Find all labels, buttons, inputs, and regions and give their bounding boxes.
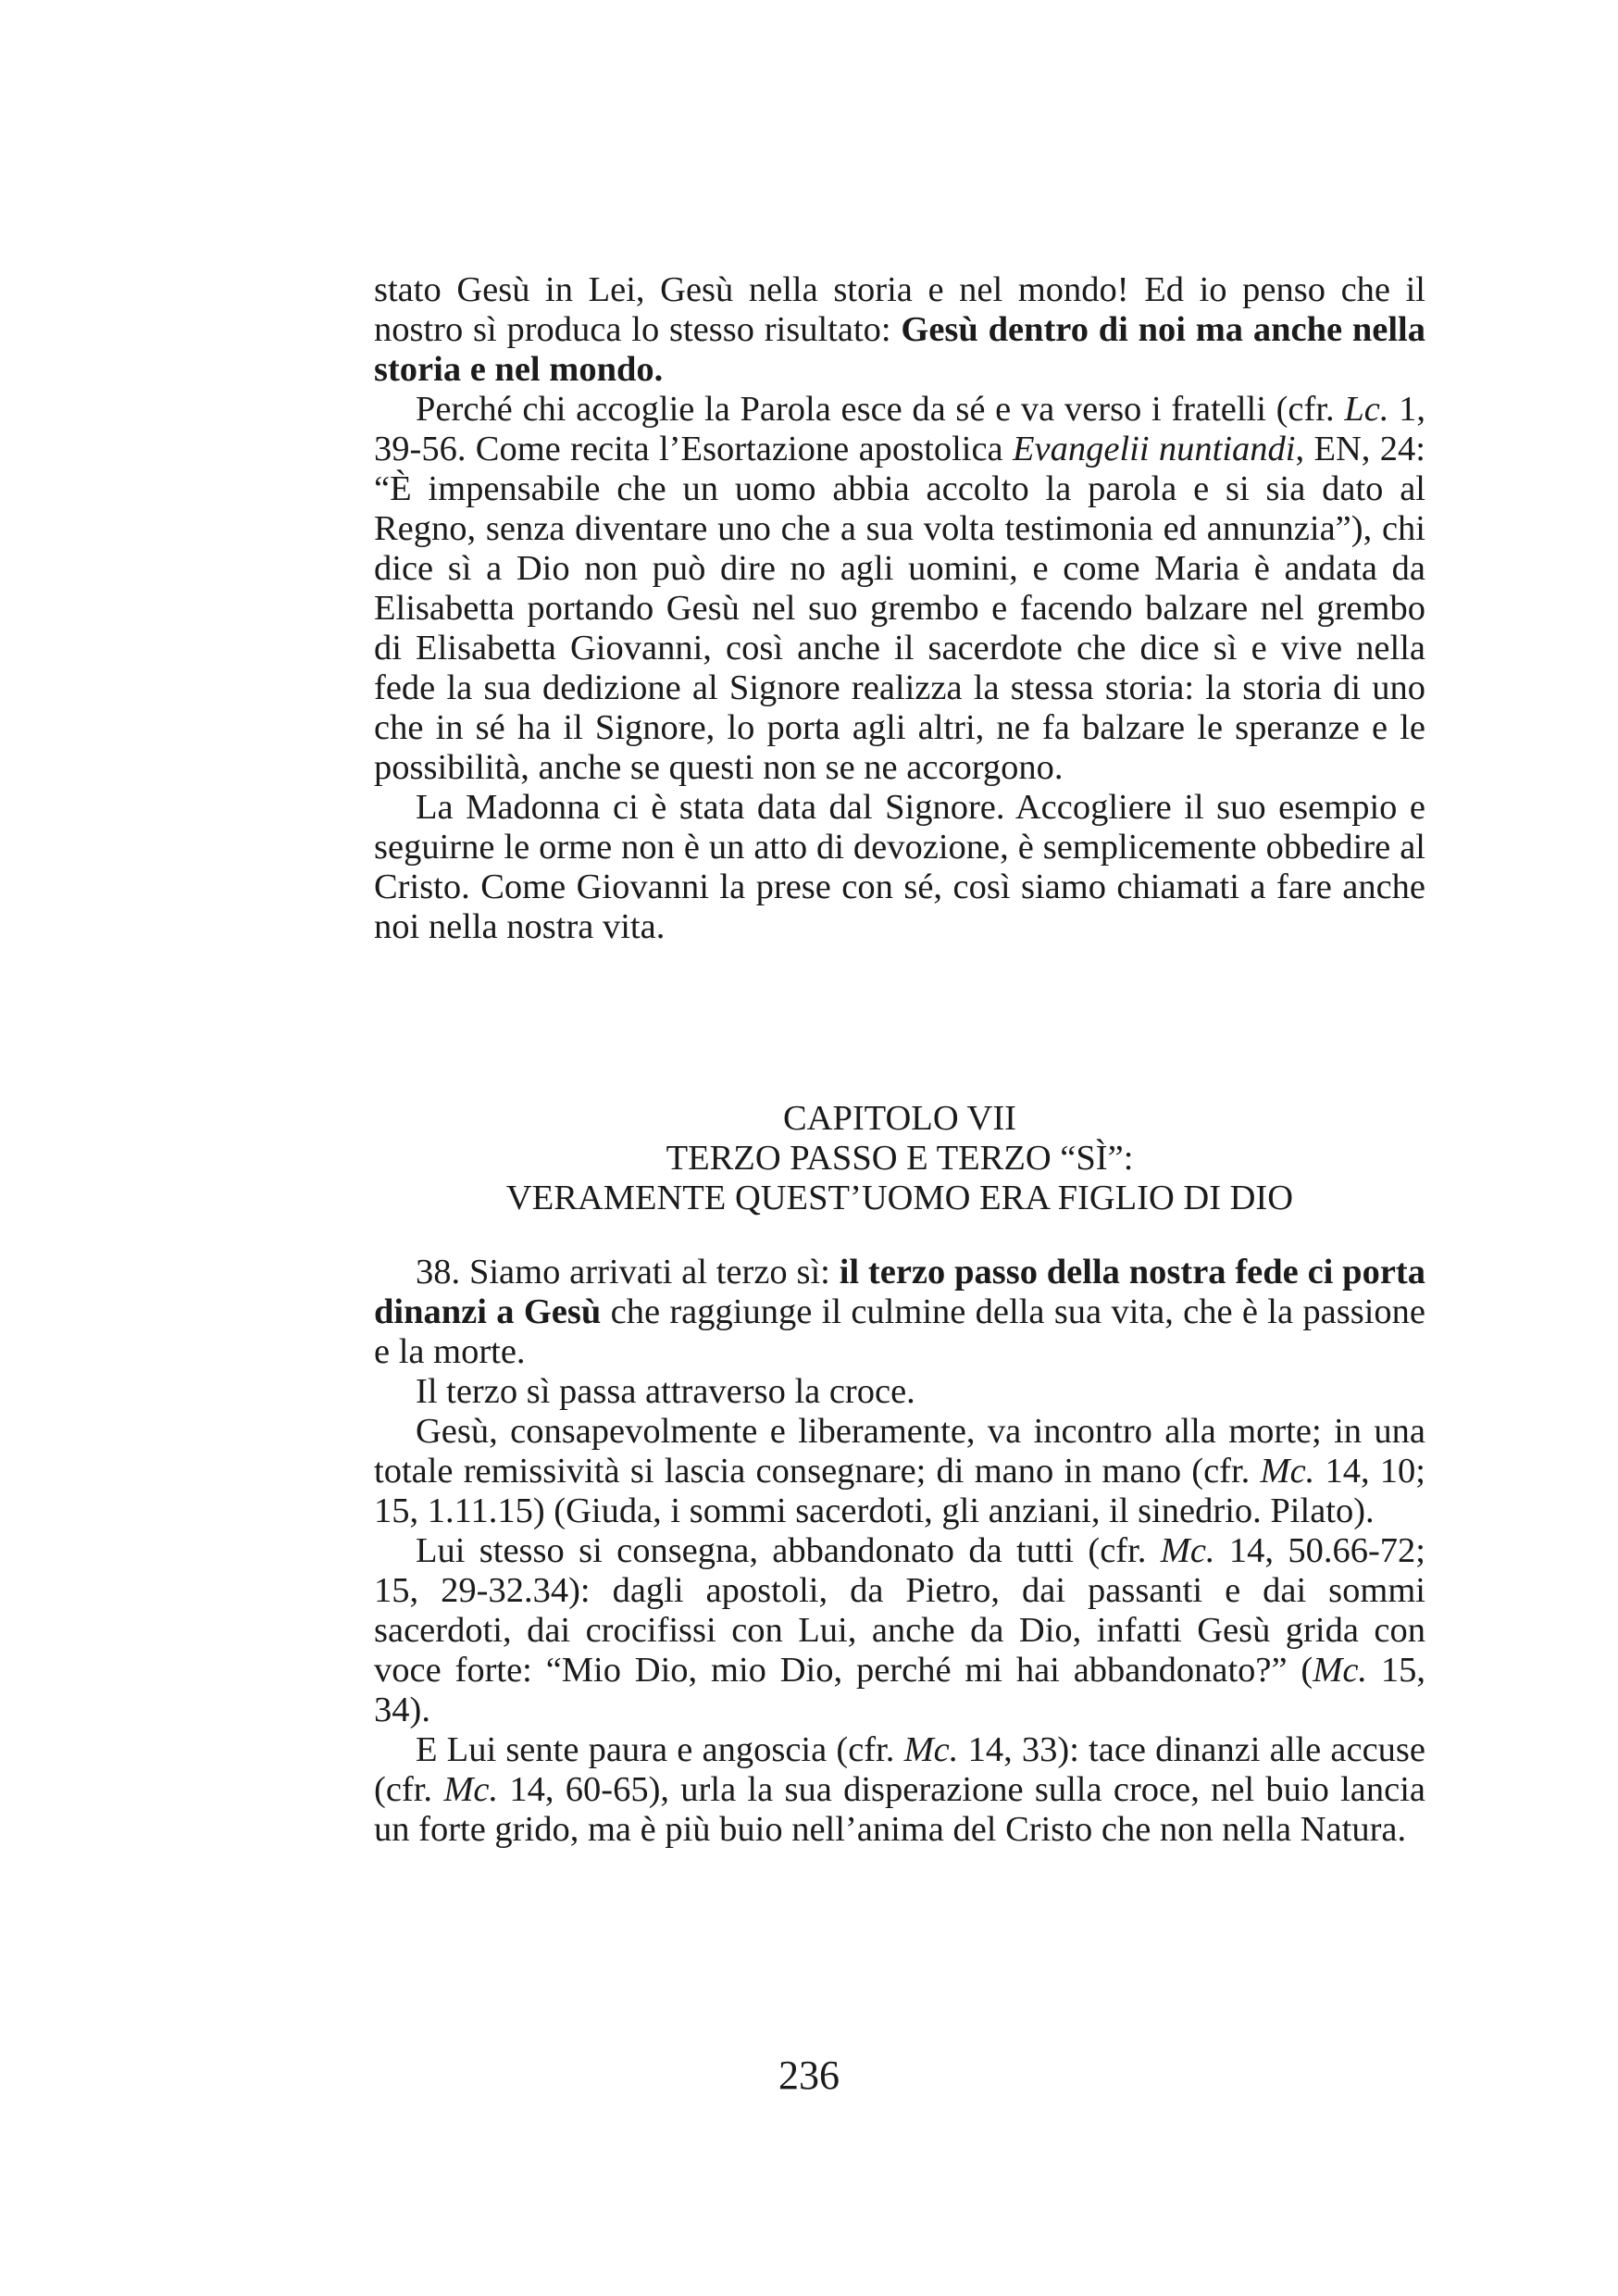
paragraph <box>374 270 1425 390</box>
bold-text-run: il terzo passo della nostra fede ci porta dinanzi a Gesù <box>374 1253 1425 1331</box>
text-run: 15, 34). <box>374 1651 1426 1729</box>
text-run: 38. Siamo arrivati al terzo sì: <box>416 1253 840 1292</box>
italic-reference: Mc. <box>443 1770 499 1809</box>
text-run: Gesù, consapevolmente e liberamente, va incontro alla morte; in una totale remissività si lascia consegnare; di mano in mano (cfr. <box>374 1412 1425 1491</box>
paragraph <box>374 1372 1425 1412</box>
italic-reference: Mc. <box>1260 1452 1315 1491</box>
paragraph <box>374 1253 1425 1372</box>
chapter-title-line-2: VERAMENTE QUEST’UOMO ERA FIGLIO DI DIO <box>505 1179 1294 1217</box>
bold-text-run: Gesù dentro di noi ma anche nella storia e nel mondo. <box>374 310 1425 389</box>
paragraph <box>374 1730 1425 1850</box>
italic-title: Evangelii nuntiandi <box>1013 430 1296 468</box>
paragraph <box>374 390 1425 788</box>
bottom-text-section <box>374 1253 1425 1850</box>
text-run: Lui stesso si consegna, abbandonato da tutti (cfr. <box>416 1531 1161 1570</box>
text-run: Il terzo sì passa attraverso la croce. <box>416 1372 915 1411</box>
text-run: 14, 10; 15, 1.11.15) (Giuda, i sommi sacerdoti, gli anziani, il sinedrio. Pilato). <box>374 1452 1425 1530</box>
text-run: 14, 50.66-72; 15, 29-32.34): dagli apostoli, da Pietro, dai passanti e dai sommi sacerdoti, dai crocifissi con Lui, anche da Dio, infatti Gesù grida con voce forte: “Mio Dio, mio Dio, perché mi hai abbandonato?” ( <box>374 1531 1425 1690</box>
text-run: La Madonna ci è stata data dal Signore. Accogliere il suo esempio e seguirne le orme non è un atto di devozione, è semplicemente obbedire al Cristo. Come Giovanni la prese con sé, così siamo chiamati a fare anche noi nella nostra vita. <box>374 788 1425 946</box>
text-run: , EN, 24: “È impensabile che un uomo abbia accolto la parola e si sia dato al Regno, senza diventare uno che a sua volta testimonia ed annunzia”), chi dice sì a Dio non può dire no agli uomini, e come Maria è andata da Elisabetta portando Gesù nel suo grembo e facendo balzare nel grembo di Elisabetta Giovanni, così anche il sacerdote che dice sì e vive nella fede la sua dedizione al Signore realizza la stessa storia: la storia di uno che in sé ha il Signore, lo porta agli altri, ne fa balzare le speranze e le possibilità, anche se questi non se ne accorgono. <box>374 430 1425 787</box>
text-run: 1, 39-56. Come recita l’Esortazione apostolica <box>374 390 1425 468</box>
paragraph <box>374 788 1425 947</box>
top-text-section <box>374 270 1425 947</box>
text-run: stato Gesù in Lei, Gesù nella storia e nel mondo! Ed io penso che il nostro sì produca lo stesso risultato: <box>374 270 1425 349</box>
italic-reference: Mc. <box>903 1730 959 1769</box>
text-run: 14, 60-65), urla la sua disperazione sulla croce, nel buio lancia un forte grido, ma è più buio nell’anima del Cristo che non nella Natura. <box>374 1770 1425 1849</box>
text-run: 14, 33): tace dinanzi alle accuse (cfr. <box>374 1730 1426 1809</box>
text-run: Perché chi accoglie la Parola esce da sé e va verso i fratelli (cfr. <box>416 390 1345 429</box>
page-number: 236 <box>778 2053 840 2098</box>
paragraph <box>374 1412 1425 1531</box>
italic-reference: Mc. <box>1313 1651 1368 1690</box>
text-run: che raggiunge il culmine della sua vita, che è la passione e la morte. <box>374 1292 1425 1371</box>
chapter-number: CAPITOLO VII <box>782 1099 1017 1138</box>
text-run: E Lui sente paura e angoscia (cfr. <box>416 1730 904 1769</box>
italic-reference: Lc. <box>1344 390 1389 429</box>
chapter-heading <box>374 1099 1425 1218</box>
chapter-title-line-1: TERZO PASSO E TERZO “SÌ”: <box>666 1139 1134 1178</box>
italic-reference: Mc. <box>1160 1531 1215 1570</box>
paragraph <box>374 1531 1425 1730</box>
